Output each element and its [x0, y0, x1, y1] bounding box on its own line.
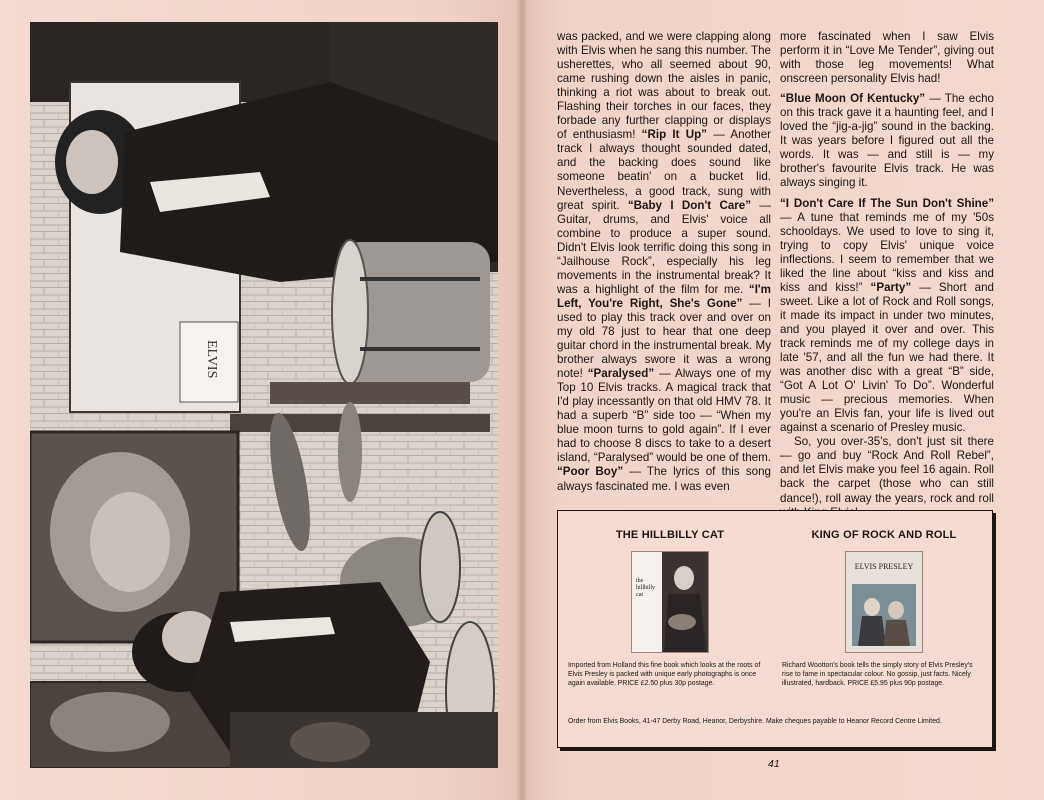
book-cover-hillbilly-cat	[631, 551, 709, 653]
song-title: “Poor Boy”	[557, 465, 624, 479]
song-title: “I Don't Care If The Sun Don't Shine”	[780, 196, 994, 210]
article-paragraph: more fascinated when I saw Elvis perform it in “Love Me Tender”, giving out with those leg movements! What onscreen personality Elvis had!	[780, 30, 994, 86]
song-title: “Paralysed”	[587, 367, 655, 381]
article-text: — I used to play this track over and over on my old 78 just to hear that one deep guitar chord in the instrumental break. My brother always swore it was a wrong note!	[557, 296, 771, 381]
ad-description: Richard Wootton's book tells the simply story of Elvis Presley's rise to fame in spectacular colour. No gossip, just facts. Nicely illustrated, hardback. PRICE £5.95 plus 90p postage.	[782, 662, 973, 688]
book-cover-text: ELVIS PRESLEY	[854, 562, 914, 571]
book-cover-king-of-rock-and-roll	[845, 551, 923, 653]
song-title: “Rip It Up”	[641, 128, 707, 142]
book-cover-text: the hillbilly cat	[636, 578, 656, 598]
article-paragraph: So, you over-35's, don't just sit there — go and buy “Rock And Roll Rebel”, and let Elvis make you feel 16 again. Roll back the carpet (those who can still dance!), roll away the years, rock and roll	[780, 435, 994, 505]
ad-hillbilly-cat	[562, 511, 778, 691]
article-text: — Another track I always thought sounded dated, and the backing does sound like someone beatin' on a bucket lid. Nevertheless, a good track, sung with great spirit.	[557, 128, 772, 212]
song-title: “Baby I Don't Care”	[627, 198, 752, 212]
band-photo-illustration	[30, 22, 498, 768]
song-title: “I'm Left, You're Right, She's Gone”	[557, 282, 771, 310]
book-cover-illustration	[632, 552, 708, 652]
article-text: — Always one of my Top 10 Elvis tracks. A magical track that I'd play incessantly on that old HMV 78. It had a superb “B” side too — “When my blue moon turns to gold again”. If I ever had to choose 8 discs to take to a desert island, “Paralysed” would be one of them.	[557, 367, 771, 465]
article-text: — The lyrics of this song always fascinated me. I was even	[557, 465, 771, 493]
page-number: 41	[768, 758, 780, 770]
article-column-1	[557, 30, 771, 494]
article-text: — The echo on this track gave it a haunting feel, and I loved the “jig-a-jig” sound in the backing. It was years before I figured out all the words. It was — and still is — my brother's favourite Elvis track. He was always singing it.	[780, 92, 994, 190]
song-title: “Party”	[870, 280, 912, 294]
article-column-2	[780, 30, 994, 520]
ad-king-of-rock-and-roll	[776, 511, 992, 691]
article-text: — Guitar, drums, and Elvis' voice all combine to produce a super sound. Didn't Elvis look terrific doing this song in “Jailhouse Rock”, especially his leg movements in the instrumental break? It was a highlight of the film for me.	[557, 198, 771, 296]
ad-description: Imported from Holland this fine book which looks at the roots of Elvis Presley is packed with unique early photographs is once again available. PRICE £2.50 plus 30p postage.	[568, 662, 761, 688]
article-paragraph	[557, 30, 771, 494]
svg-text:ELVIS: ELVIS	[204, 340, 219, 379]
order-info: Order from Elvis Books, 41-47 Derby Road, Heanor, Derbyshire. Make cheques payable to Heanor Record Centre Limited.	[568, 718, 942, 725]
article-paragraph	[780, 92, 994, 190]
song-title: “Blue Moon Of Kentucky”	[780, 92, 926, 106]
page-gutter	[516, 0, 528, 800]
band-photo	[30, 22, 498, 768]
article-text: was packed, and we were clapping along with Elvis when he sang this number. The usherettes, who all seemed about 90, came rushing down the aisles in panic, thinking a riot was about to break out. Flashing their torches in our faces, they forbade any further clapping or displays of enthusiasm!	[557, 30, 771, 142]
article-paragraph	[780, 197, 994, 436]
ad-title: THE HILLBILLY CAT	[615, 529, 725, 541]
article-text: — A tune that reminds me of my '50s schooldays. We used to love to sing it, trying to copy Elvis' unique voice inflections. I seem to remember that we liked the line about “kiss and kiss and kiss and kiss!”	[780, 210, 994, 294]
ad-title: KING OF ROCK AND ROLL	[811, 529, 957, 541]
book-ad-box	[557, 510, 993, 748]
article-text: — Short and sweet. Like a lot of Rock and Roll songs, it made its impact in under two minutes, and you played it over and over. This track reminds me of my college days in late '57, and all the fun we had there. It was another disc with a great “B” side, “Got A Lot O' Livin' To Do”. Wonderful music — precious memories. When you're an Elvis fan, your life is lived out against a scenario of Presley music.	[780, 280, 994, 435]
